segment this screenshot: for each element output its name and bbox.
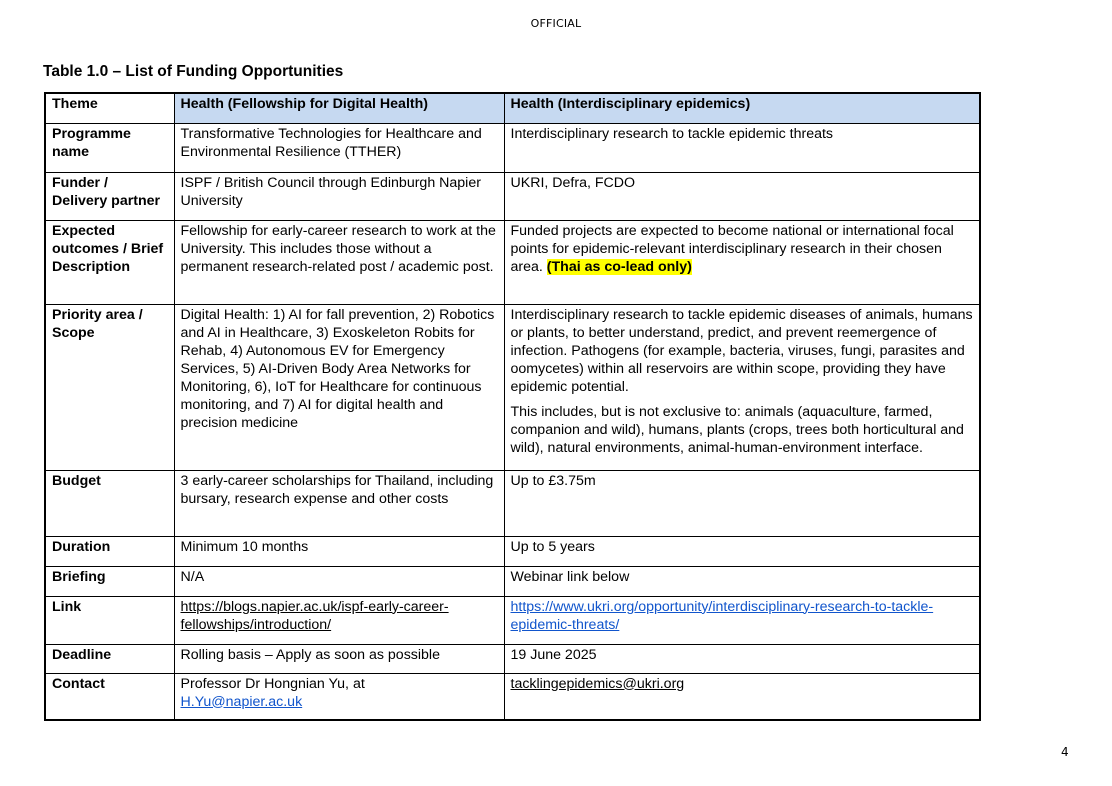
col1-theme-header: Health (Fellowship for Digital Health) (174, 93, 504, 123)
table-row-funder (45, 172, 980, 220)
programme-label (45, 123, 174, 172)
scope-col2-paragraph1: Interdisciplinary research to tackle epidemic diseases of animals, humans or plants, to better understand, predict, and prevent reemergence of infection. Pathogens (for example, bacteria, viruses, fungi, parasites and oomycetes) within all reservoirs are within scope, providing they have epidemic potential. (510, 306, 973, 395)
programme-label-line1: Programme (52, 125, 131, 142)
budget-col2: Up to £3.75m (504, 470, 980, 536)
table-row-programme (45, 123, 980, 172)
funder-label-line1: Funder / (52, 174, 108, 191)
classification-marking: OFFICIAL (530, 17, 582, 30)
table-row-contact (45, 673, 980, 720)
contact-col1-text: Professor Dr Hongnian Yu, at (180, 675, 365, 692)
contact-col2 (504, 673, 980, 720)
table-row-outcomes (45, 220, 980, 304)
contact-label: Contact (45, 673, 174, 720)
theme-label: Theme (45, 93, 174, 123)
outcomes-col2 (504, 220, 980, 304)
budget-label: Budget (45, 470, 174, 536)
funding-opportunities-table (44, 92, 981, 721)
napier-fellowship-link[interactable] (181, 599, 449, 633)
deadline-label: Deadline (45, 644, 174, 673)
col2-theme-header: Health (Interdisciplinary epidemics) (504, 93, 980, 123)
table-row-duration (45, 536, 980, 566)
ukri-link-line1: https://www.ukri.org/opportunity/interdisciplinary-research-to-tackle- (510, 598, 934, 615)
link-label: Link (45, 596, 174, 644)
ukri-email-link[interactable]: tacklingepidemics@ukri.org (510, 675, 685, 692)
scope-col1: Digital Health: 1) AI for fall prevention, 2) Robotics and AI in Healthcare, 3) Exoskeleton Robits for Rehab, 4) Autonomous EV for Emergency Services, 5) AI-Driven Body Area Networks for Monitoring, 6), IoT for Healthcare for continuous monitoring, and 7) AI for digital health and precision medicine (174, 304, 504, 470)
briefing-label: Briefing (45, 566, 174, 596)
ukri-link-line2: epidemic-threats/ (510, 616, 620, 633)
outcomes-col2-text: Funded projects are expected to become national or international focal points for epidemic-relevant interdisciplinary research in their chosen area. (510, 222, 954, 275)
outcomes-label-line3: Description (52, 258, 131, 275)
table-row-briefing (45, 566, 980, 596)
napier-email-link[interactable]: H.Yu@napier.ac.uk (180, 693, 303, 710)
scope-label-line2: Scope (52, 324, 95, 341)
programme-label-line2: name (52, 143, 90, 160)
link-col1 (174, 596, 504, 644)
contact-col1 (174, 673, 504, 720)
briefing-col2: Webinar link below (504, 566, 980, 596)
duration-col2: Up to 5 years (504, 536, 980, 566)
page-number: 4 (1061, 745, 1069, 759)
napier-link-line1: https://blogs.napier.ac.uk/ispf-early-career- (180, 598, 449, 615)
briefing-col1: N/A (174, 566, 504, 596)
funder-col2: UKRI, Defra, FCDO (504, 172, 980, 220)
table-row-theme (45, 93, 980, 123)
funder-label-line2: Delivery partner (52, 192, 161, 209)
scope-col2 (504, 304, 980, 470)
programme-col1: Transformative Technologies for Healthcare and Environmental Resilience (TTHER) (174, 123, 504, 172)
programme-col2: Interdisciplinary research to tackle epidemic threats (504, 123, 980, 172)
deadline-col1: Rolling basis – Apply as soon as possible (174, 644, 504, 673)
co-lead-highlight: (Thai as co-lead only) (546, 258, 692, 275)
outcomes-col1: Fellowship for early-career research to work at the University. This includes those without a permanent research-related post / academic post. (174, 220, 504, 304)
ukri-opportunity-link[interactable] (511, 599, 934, 633)
scope-label-line1: Priority area / (52, 306, 143, 323)
funder-label (45, 172, 174, 220)
funder-col1: ISPF / British Council through Edinburgh Napier University (174, 172, 504, 220)
budget-col1: 3 early-career scholarships for Thailand, including bursary, research expense and other costs (174, 470, 504, 536)
table-row-deadline (45, 644, 980, 673)
duration-label: Duration (45, 536, 174, 566)
napier-link-line2: fellowships/introduction/ (180, 616, 332, 633)
outcomes-label-line2: outcomes / Brief (52, 240, 164, 257)
table-row-scope (45, 304, 980, 470)
outcomes-label (45, 220, 174, 304)
duration-col1: Minimum 10 months (174, 536, 504, 566)
table-row-budget (45, 470, 980, 536)
link-col2 (504, 596, 980, 644)
scope-col2-paragraph2: This includes, but is not exclusive to: animals (aquaculture, farmed, companion and wild), humans, plants (crops, trees both horticultural and wild), natural environments, animal-human-environment interface. (510, 403, 964, 456)
deadline-col2: 19 June 2025 (504, 644, 980, 673)
table-title: Table 1.0 – List of Funding Opportunities (43, 63, 344, 80)
table-row-link (45, 596, 980, 644)
outcomes-label-line1: Expected (52, 222, 116, 239)
scope-label (45, 304, 174, 470)
